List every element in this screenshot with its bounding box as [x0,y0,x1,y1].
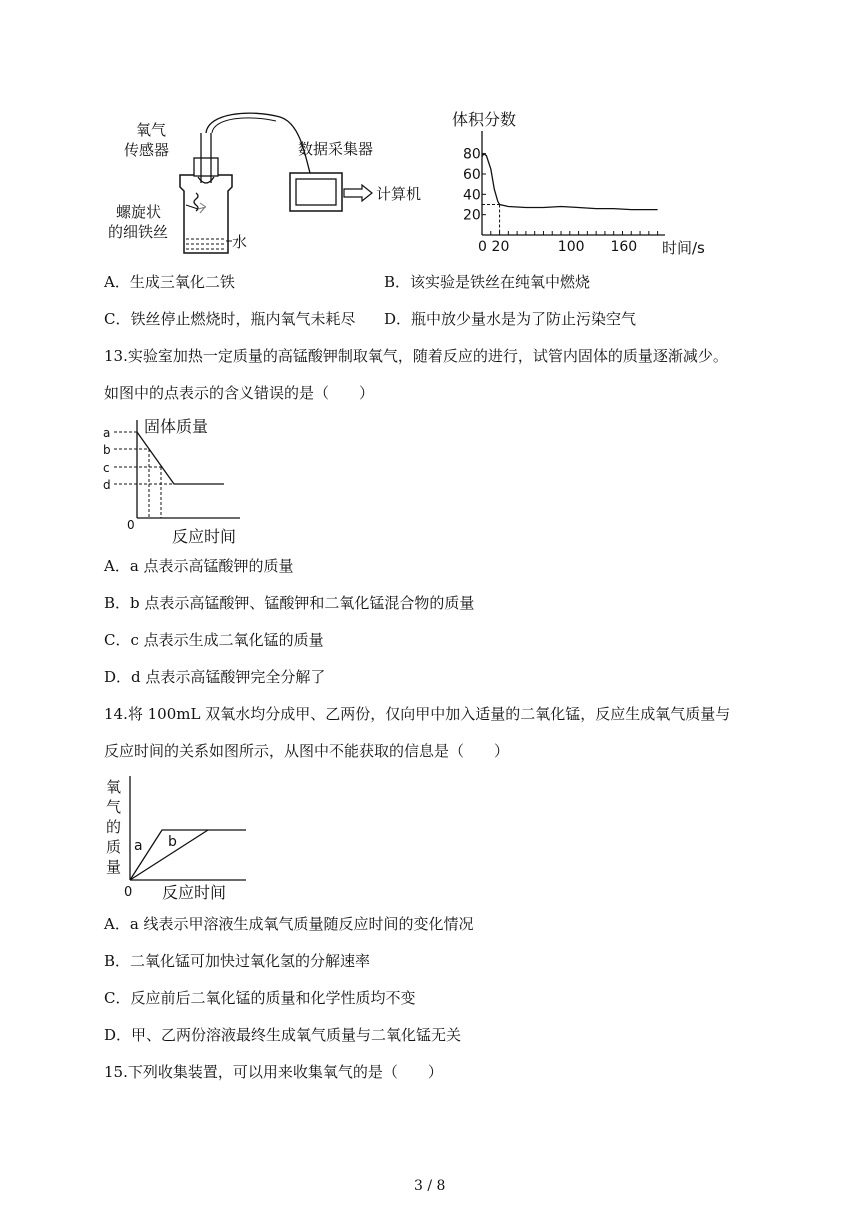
q13-option-b[interactable]: B．b 点表示高锰酸钾、锰酸钾和二氧化锰混合物的质量 [104,594,475,612]
chart-xlabel: 时间/s [662,239,705,257]
q14-option-b[interactable]: B．二氧化锰可加快过氧化氢的分解速率 [104,952,371,970]
origin-label: 0 [127,518,135,532]
point-label-b: b [103,443,111,457]
x-tick-label: 0 [478,239,487,255]
q14-oxygen-mass-chart [100,772,260,904]
y-tick-label: 40 [463,187,481,204]
wire-label-2: 的细铁丝 [108,223,169,241]
point-label-a: a [103,426,111,440]
x-tick-label: 160 [610,239,638,255]
sensor-label-2: 传感器 [124,141,170,159]
q12-option-c[interactable]: C．铁丝停止燃烧时，瓶内氧气未耗尽 [104,310,356,328]
point-label-d: d [103,478,111,492]
chart-ylabel: 固体质量 [144,417,209,436]
point-label-c: c [103,461,110,475]
q13-stem-line-2: 如图中的点表示的含义错误的是（ ） [104,384,375,402]
chart-xlabel: 反应时间 [162,883,227,902]
series-a-line [130,830,246,880]
chart-ylabel: 体积分数 [452,110,517,129]
x-tick-label: 20 [491,239,510,255]
q14-option-c[interactable]: C．反应前后二氧化锰的质量和化学性质均不变 [104,989,416,1007]
q12-option-a[interactable]: A．生成三氧化二铁 [104,273,235,291]
q12-volume-fraction-chart [440,105,720,260]
mass-curve [137,432,224,484]
y-tick-label: 80 [463,146,481,163]
arrow-icon [344,185,372,201]
origin-label: 0 [124,885,133,900]
q12-option-d[interactable]: D．瓶中放少量水是为了防止污染空气 [384,310,637,328]
wire-label-1: 螺旋状 [116,203,162,221]
q13-option-d[interactable]: D．d 点表示高锰酸钾完全分解了 [104,668,326,686]
q12-apparatus-figure [100,105,430,265]
y-tick-label: 60 [463,166,481,183]
series-label-a: a [134,838,143,854]
series-label-b: b [168,834,177,850]
bottle-stopper [194,158,218,176]
chart-xlabel: 反应时间 [172,527,237,546]
q15-stem: 15.下列收集装置，可以用来收集氧气的是（ ） [104,1063,443,1081]
ylabel-char-5: 量 [106,858,122,876]
q14-stem-line-1: 14.将 100mL 双氧水均分成甲、乙两份，仅向甲中加入适量的二氧化锰，反应生成氧气质量与 [104,705,731,723]
collector-label: 数据采集器 [298,140,374,158]
q13-stem-line-1: 13.实验室加热一定质量的高锰酸钾制取氧气，随着反应的进行，试管内固体的质量逐渐减少。 [104,347,728,365]
ylabel-char-4: 质 [106,838,122,856]
q14-stem-line-2: 反应时间的关系如图所示，从图中不能获取的信息是（ ） [104,742,510,760]
series-line [482,154,658,210]
ylabel-char-1: 氧 [106,778,122,796]
page-number: 3 / 8 [414,1178,446,1194]
sensor-label-1: 氧气 [136,121,167,139]
q13-option-c[interactable]: C．c 点表示生成二氧化锰的质量 [104,631,324,649]
q13-solid-mass-chart [100,412,260,552]
q14-option-a[interactable]: A．a 线表示甲溶液生成氧气质量随反应时间的变化情况 [104,915,474,933]
computer-label: 计算机 [376,185,422,203]
gas-bottle [180,175,232,253]
q13-option-a[interactable]: A．a 点表示高锰酸钾的质量 [104,557,294,575]
q12-option-b[interactable]: B．该实验是铁丝在纯氧中燃烧 [384,273,591,291]
ylabel-char-3: 的 [106,818,122,836]
q14-option-d[interactable]: D．甲、乙两份溶液最终生成氧气质量与二氧化锰无关 [104,1026,462,1044]
y-tick-label: 20 [463,207,481,224]
x-tick-label: 100 [557,239,585,255]
water-label: 水 [232,233,248,251]
ylabel-char-2: 气 [106,798,122,816]
